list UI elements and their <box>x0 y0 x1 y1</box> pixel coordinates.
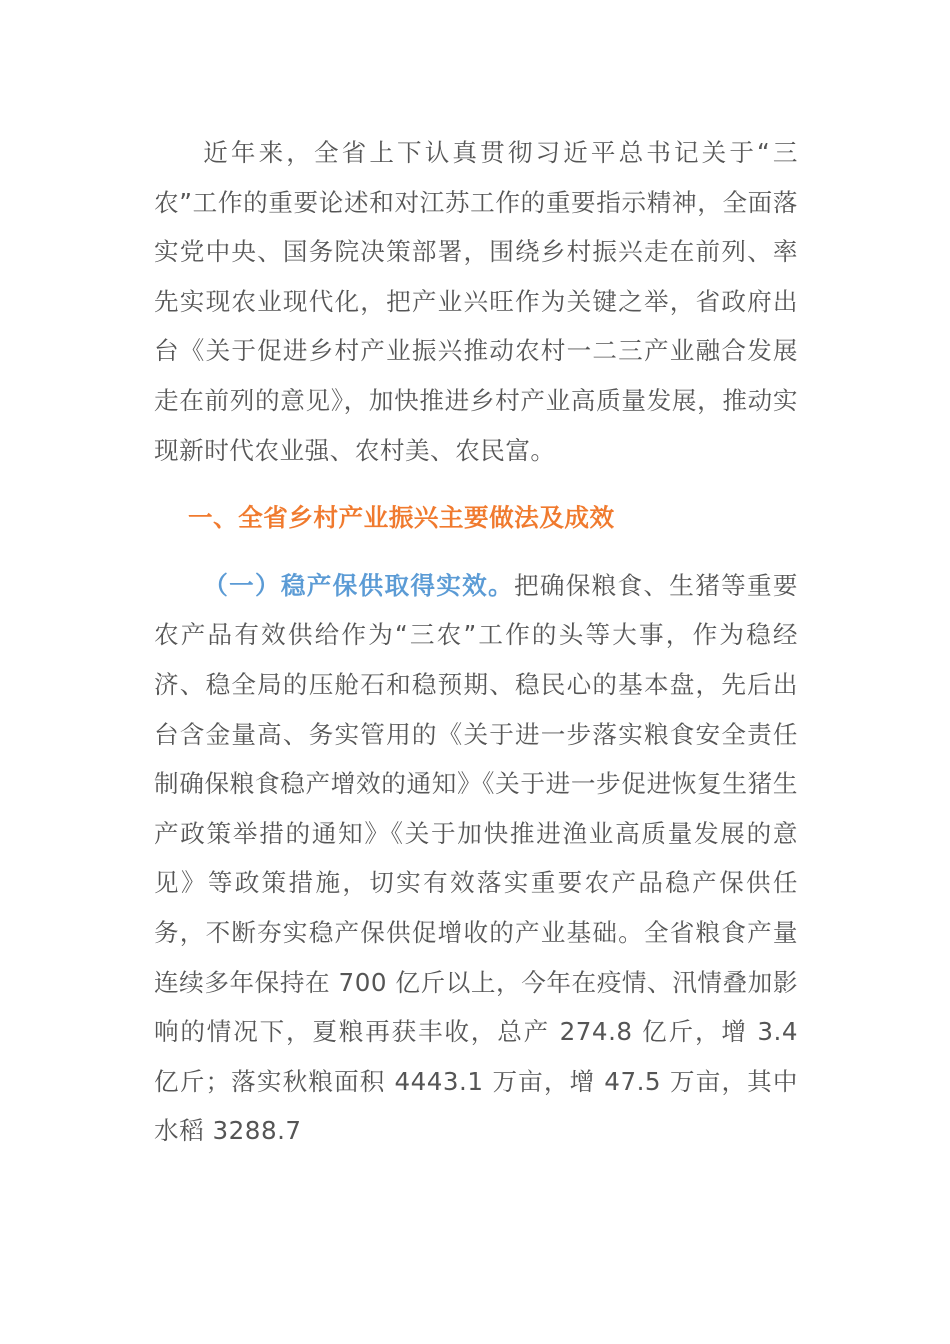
intro-paragraph: 近年来，全省上下认真贯彻习近平总书记关于“三农”工作的重要论述和对江苏工作的重要指示精神，全面落实党中央、国务院决策部署，围绕乡村振兴走在前列、率先实现农业现代化，把产业兴旺作为关键之举，省政府出台《关于促进乡村产业振兴推动农村一二三产业融合发展走在前列的意见》，加快推进乡村产业高质量发展，推动实现新时代农业强、农村美、农民富。 <box>154 138 798 465</box>
document-page <box>154 128 798 1156</box>
subsection-body: 把确保粮食、生猪等重要农产品有效供给作为“三农”工作的头等大事，作为稳经济、稳全局的压舱石和稳预期、稳民心的基本盘，先后出台含金量高、务实管用的《关于进一步落实粮食安全责任制确保粮食稳产增效的通知》《关于进一步促进恢复生猪生产政策举措的通知》《关于加快推进渔业高质量发展的意见》等政策措施，切实有效落实重要农产品稳产保供任务，不断夯实稳产保供促增收的产业基础。全省粮食产量连续多年保持在 700 亿斤以上，今年在疫情、汛情叠加影响的情况下，夏粮再获丰收，总产 274.8 亿斤，增 3.4 亿斤；落实秋粮面积 4443.1 万亩，增 47.5 万亩，其中水稻 3288.7 <box>154 570 798 1146</box>
subsection-lead: （一）稳产保供取得实效。 <box>203 570 514 600</box>
section-heading: 一、全省乡村产业振兴主要做法及成效 <box>187 503 615 533</box>
subsection-paragraph <box>154 561 798 1156</box>
